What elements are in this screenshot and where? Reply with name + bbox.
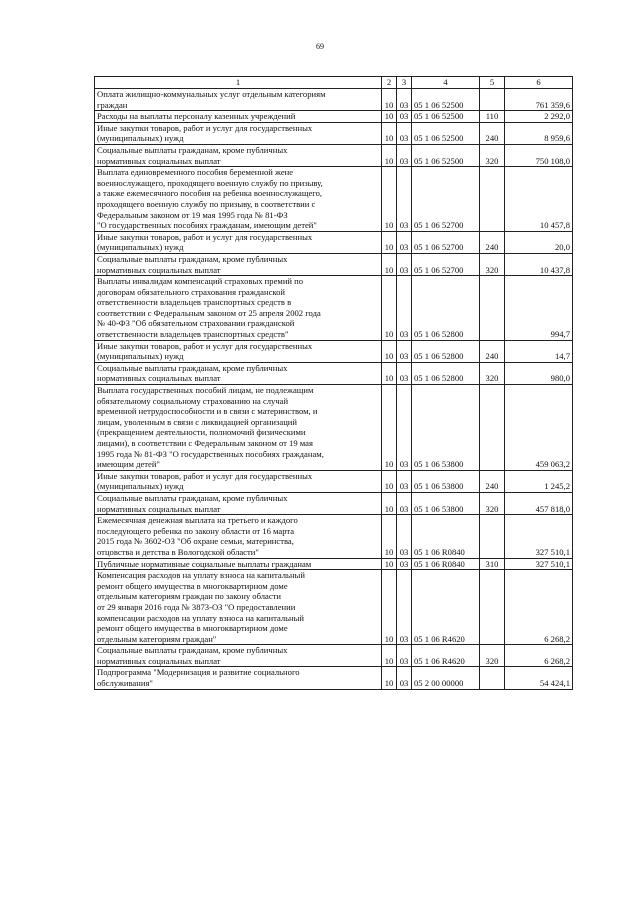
row-amount-cell: 459 063,2 — [505, 385, 573, 471]
row-amount-cell: 2 292,0 — [505, 111, 573, 123]
row-subsection-cell: 03 — [397, 340, 412, 362]
table-row — [95, 385, 573, 471]
row-expense-type-cell — [480, 276, 505, 341]
row-subsection-cell: 03 — [397, 144, 412, 166]
row-subsection-cell: 03 — [397, 111, 412, 123]
row-section-cell: 10 — [382, 89, 397, 111]
row-amount-cell: 994,7 — [505, 276, 573, 341]
table-row — [95, 144, 573, 166]
row-section-cell: 10 — [382, 515, 397, 558]
header-cell-3: 3 — [397, 77, 412, 89]
row-name-cell: Выплата государственных пособий лицам, не подлежащим обязательному социальному страхованию на случай временной нетрудоспособности и в связи с материнством, и лицам, уволенным в связи с ликвидацией организаций (прекращением деятельности, полномочий физическими лицами), в соответствии с Федеральным законом от 19 мая 1995 года № 81-ФЗ "О государственных пособиях гражданам, имеющим детей" — [95, 385, 382, 471]
row-amount-cell: 761 359,6 — [505, 89, 573, 111]
row-amount-cell: 8 959,6 — [505, 122, 573, 144]
header-cell-6: 6 — [505, 77, 573, 89]
row-subsection-cell: 03 — [397, 667, 412, 689]
row-name-cell: Иные закупки товаров, работ и услуг для государственных (муниципальных) нужд — [95, 231, 382, 253]
row-expense-type-cell: 240 — [480, 122, 505, 144]
row-target-article-cell: 05 1 06 R0840 — [412, 515, 480, 558]
row-target-article-cell: 05 1 06 R4620 — [412, 645, 480, 667]
row-target-article-cell: 05 1 06 52800 — [412, 276, 480, 341]
table-body — [95, 89, 573, 690]
row-section-cell: 10 — [382, 645, 397, 667]
row-target-article-cell: 05 1 06 R4620 — [412, 570, 480, 645]
table-row — [95, 253, 573, 275]
row-target-article-cell: 05 1 06 52500 — [412, 89, 480, 111]
row-name-cell: Социальные выплаты гражданам, кроме публичных нормативных социальных выплат — [95, 492, 382, 514]
row-amount-cell: 750 108,0 — [505, 144, 573, 166]
row-target-article-cell: 05 1 06 52500 — [412, 144, 480, 166]
row-name-cell: Оплата жилищно-коммунальных услуг отдельным категориям граждан — [95, 89, 382, 111]
table-header — [95, 77, 573, 89]
row-section-cell: 10 — [382, 570, 397, 645]
row-amount-cell: 327 510,1 — [505, 515, 573, 558]
row-subsection-cell: 03 — [397, 570, 412, 645]
row-subsection-cell: 03 — [397, 492, 412, 514]
header-cell-1: 1 — [95, 77, 382, 89]
row-subsection-cell: 03 — [397, 470, 412, 492]
row-amount-cell: 10 457,8 — [505, 167, 573, 232]
row-section-cell: 10 — [382, 667, 397, 689]
table-row — [95, 492, 573, 514]
table-row — [95, 167, 573, 232]
header-cell-2: 2 — [382, 77, 397, 89]
table-row — [95, 570, 573, 645]
header-cell-5: 5 — [480, 77, 505, 89]
row-subsection-cell: 03 — [397, 385, 412, 471]
row-amount-cell: 6 268,2 — [505, 645, 573, 667]
row-target-article-cell: 05 1 06 53800 — [412, 470, 480, 492]
row-target-article-cell: 05 1 06 52700 — [412, 253, 480, 275]
row-expense-type-cell — [480, 167, 505, 232]
row-section-cell: 10 — [382, 362, 397, 384]
row-section-cell: 10 — [382, 470, 397, 492]
row-subsection-cell: 03 — [397, 167, 412, 232]
row-expense-type-cell: 240 — [480, 340, 505, 362]
row-expense-type-cell: 240 — [480, 470, 505, 492]
row-subsection-cell: 03 — [397, 276, 412, 341]
row-name-cell: Социальные выплаты гражданам, кроме публичных нормативных социальных выплат — [95, 253, 382, 275]
row-amount-cell: 20,0 — [505, 231, 573, 253]
row-name-cell: Публичные нормативные социальные выплаты гражданам — [95, 558, 382, 570]
row-subsection-cell: 03 — [397, 253, 412, 275]
row-target-article-cell: 05 1 06 53800 — [412, 385, 480, 471]
page-number: 69 — [316, 42, 324, 51]
row-target-article-cell: 05 1 06 52500 — [412, 111, 480, 123]
row-name-cell: Расходы на выплаты персоналу казенных учреждений — [95, 111, 382, 123]
row-section-cell: 10 — [382, 122, 397, 144]
row-section-cell: 10 — [382, 167, 397, 232]
header-row — [95, 77, 573, 89]
row-expense-type-cell: 320 — [480, 492, 505, 514]
row-section-cell: 10 — [382, 385, 397, 471]
row-amount-cell: 10 437,8 — [505, 253, 573, 275]
table-row — [95, 515, 573, 558]
table-row — [95, 667, 573, 689]
row-target-article-cell: 05 1 06 53800 — [412, 492, 480, 514]
row-expense-type-cell — [480, 515, 505, 558]
table-row — [95, 340, 573, 362]
row-amount-cell: 14,7 — [505, 340, 573, 362]
row-subsection-cell: 03 — [397, 231, 412, 253]
header-cell-4: 4 — [412, 77, 480, 89]
row-target-article-cell: 05 2 00 00000 — [412, 667, 480, 689]
row-expense-type-cell: 320 — [480, 144, 505, 166]
row-subsection-cell: 03 — [397, 362, 412, 384]
row-expense-type-cell: 320 — [480, 253, 505, 275]
row-subsection-cell: 03 — [397, 122, 412, 144]
row-section-cell: 10 — [382, 558, 397, 570]
row-section-cell: 10 — [382, 144, 397, 166]
row-target-article-cell: 05 1 06 52800 — [412, 362, 480, 384]
row-name-cell: Иные закупки товаров, работ и услуг для государственных (муниципальных) нужд — [95, 340, 382, 362]
row-expense-type-cell — [480, 667, 505, 689]
row-name-cell: Компенсация расходов на уплату взноса на капитальный ремонт общего имущества в многоквартирном доме отдельным категориям граждан по закону области от 29 января 2016 года № 3873-ОЗ "О предоставлении компенсации расходов на уплату взноса на капитальный ремонт общего имущества в многоквартирном доме отдельным категориям граждан" — [95, 570, 382, 645]
row-name-cell: Ежемесячная денежная выплата на третьего и каждого последующего ребенка по закону области от 16 марта 2015 года № 3602-ОЗ "Об охране семьи, материнства, отцовства и детства в Вологодской области" — [95, 515, 382, 558]
row-name-cell: Иные закупки товаров, работ и услуг для государственных (муниципальных) нужд — [95, 122, 382, 144]
row-name-cell: Социальные выплаты гражданам, кроме публичных нормативных социальных выплат — [95, 645, 382, 667]
row-subsection-cell: 03 — [397, 89, 412, 111]
row-section-cell: 10 — [382, 340, 397, 362]
row-name-cell: Выплаты инвалидам компенсаций страховых премий по договорам обязательного страхования гражданской ответственности владельцев транспортных средств в соответствии с Федеральным законом от 25 апреля 2002 года № 40-ФЗ "Об обязательном страховании гражданской ответственности владельцев транспортных средств" — [95, 276, 382, 341]
row-target-article-cell: 05 1 06 52500 — [412, 122, 480, 144]
row-amount-cell: 54 424,1 — [505, 667, 573, 689]
row-name-cell: Иные закупки товаров, работ и услуг для государственных (муниципальных) нужд — [95, 470, 382, 492]
row-section-cell: 10 — [382, 253, 397, 275]
table-row — [95, 89, 573, 111]
row-expense-type-cell: 320 — [480, 362, 505, 384]
row-subsection-cell: 03 — [397, 645, 412, 667]
row-target-article-cell: 05 1 06 52800 — [412, 340, 480, 362]
row-amount-cell: 1 245,2 — [505, 470, 573, 492]
row-subsection-cell: 03 — [397, 515, 412, 558]
row-target-article-cell: 05 1 06 52700 — [412, 231, 480, 253]
row-expense-type-cell — [480, 570, 505, 645]
budget-table — [94, 76, 573, 690]
row-name-cell: Выплата единовременного пособия беременной жене военнослужащего, проходящего военную службу по призыву, а также ежемесячного пособия на ребенка военнослужащего, проходящего военную службу по призыву, в соответствии с Федеральным законом от 19 мая 1995 года № 81-ФЗ "О государственных пособиях гражданам, имеющим детей" — [95, 167, 382, 232]
row-expense-type-cell — [480, 89, 505, 111]
row-subsection-cell: 03 — [397, 558, 412, 570]
row-expense-type-cell: 310 — [480, 558, 505, 570]
row-section-cell: 10 — [382, 276, 397, 341]
row-target-article-cell: 05 1 06 R0840 — [412, 558, 480, 570]
table-row — [95, 276, 573, 341]
table-row — [95, 558, 573, 570]
table-row — [95, 362, 573, 384]
table-row — [95, 645, 573, 667]
row-section-cell: 10 — [382, 111, 397, 123]
row-target-article-cell: 05 1 06 52700 — [412, 167, 480, 232]
row-amount-cell: 457 818,0 — [505, 492, 573, 514]
row-expense-type-cell: 110 — [480, 111, 505, 123]
row-amount-cell: 327 510,1 — [505, 558, 573, 570]
row-expense-type-cell: 320 — [480, 645, 505, 667]
row-name-cell: Подпрограмма "Модернизация и развитие социального обслуживания" — [95, 667, 382, 689]
row-amount-cell: 980,0 — [505, 362, 573, 384]
table-row — [95, 111, 573, 123]
row-expense-type-cell — [480, 385, 505, 471]
row-name-cell: Социальные выплаты гражданам, кроме публичных нормативных социальных выплат — [95, 144, 382, 166]
table-row — [95, 122, 573, 144]
table-row — [95, 231, 573, 253]
row-name-cell: Социальные выплаты гражданам, кроме публичных нормативных социальных выплат — [95, 362, 382, 384]
row-expense-type-cell: 240 — [480, 231, 505, 253]
row-section-cell: 10 — [382, 231, 397, 253]
row-section-cell: 10 — [382, 492, 397, 514]
table-row — [95, 470, 573, 492]
row-amount-cell: 6 268,2 — [505, 570, 573, 645]
